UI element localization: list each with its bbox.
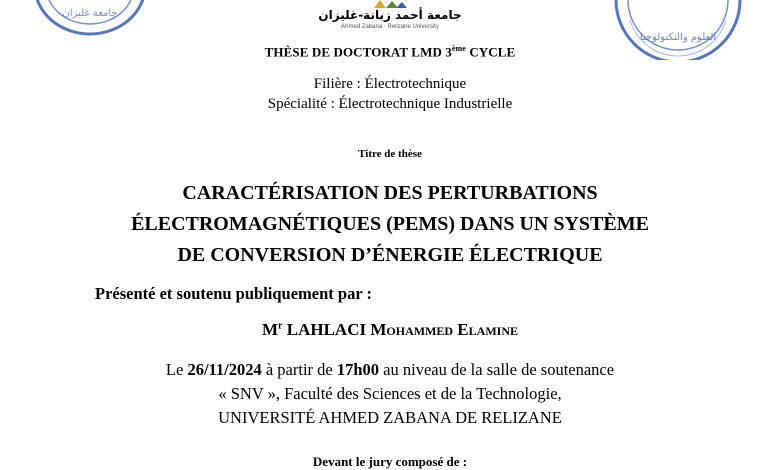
author-name bbox=[0, 320, 780, 340]
svg-text:العلوم والتكنولوجيا: العلوم والتكنولوجيا bbox=[639, 32, 717, 43]
doc-type-suffix: CYCLE bbox=[465, 44, 516, 60]
jury-label: Devant le jury composé de : bbox=[312, 454, 468, 469]
author-lastname: LAHLACI bbox=[286, 320, 367, 339]
defense-line-3: UNIVERSITÉ AHMED ZABANA DE RELIZANE bbox=[218, 408, 562, 427]
university-name-latin: Ahmed Zabana · Relizane University bbox=[341, 24, 439, 30]
left-official-stamp bbox=[30, 0, 150, 38]
defense-location: au niveau de la salle de soutenance bbox=[379, 360, 615, 379]
svg-text:جامعة غليزان: جامعة غليزان bbox=[62, 8, 118, 19]
defense-details bbox=[0, 358, 780, 430]
defense-date: 26/11/2024 bbox=[187, 360, 262, 379]
defense-le: Le bbox=[165, 360, 188, 379]
university-logo-icon bbox=[372, 0, 408, 8]
defense-from: à partir de bbox=[261, 360, 337, 379]
defense-line-1 bbox=[0, 358, 780, 382]
author-prefix: M bbox=[262, 320, 279, 339]
presented-by-label: Présenté et soutenu publiquement par : bbox=[95, 284, 372, 303]
thesis-title-line: CARACTÉRISATION DES PERTURBATIONS bbox=[182, 182, 598, 204]
specialite: Spécialité : Électrotechnique Industrielle bbox=[267, 96, 513, 112]
author-firstnames: Mohammed Elamine bbox=[370, 320, 518, 339]
thesis-title-label: Titre de thèse bbox=[358, 148, 422, 160]
filiere: Filière : Électrotechnique bbox=[313, 76, 467, 92]
defense-line-2: « SNV », Faculté des Sciences et de la Technologie, bbox=[218, 384, 562, 403]
doc-type-prefix: THÈSE DE DOCTORAT LMD 3 bbox=[264, 44, 452, 60]
doc-type-sup: ème bbox=[451, 44, 466, 53]
thesis-title-line: ÉLECTROMAGNÉTIQUES (PEMS) DANS UN SYSTÈME bbox=[131, 213, 649, 235]
thesis-title-line: DE CONVERSION D’ÉNERGIE ÉLECTRIQUE bbox=[177, 244, 603, 266]
author-prefix-sup: r bbox=[278, 320, 283, 332]
university-name-arabic: جامعة أحمد زبانة-غليزان bbox=[318, 8, 462, 22]
thesis-title bbox=[0, 178, 780, 271]
document-type bbox=[0, 44, 780, 60]
defense-time: 17h00 bbox=[336, 360, 380, 379]
